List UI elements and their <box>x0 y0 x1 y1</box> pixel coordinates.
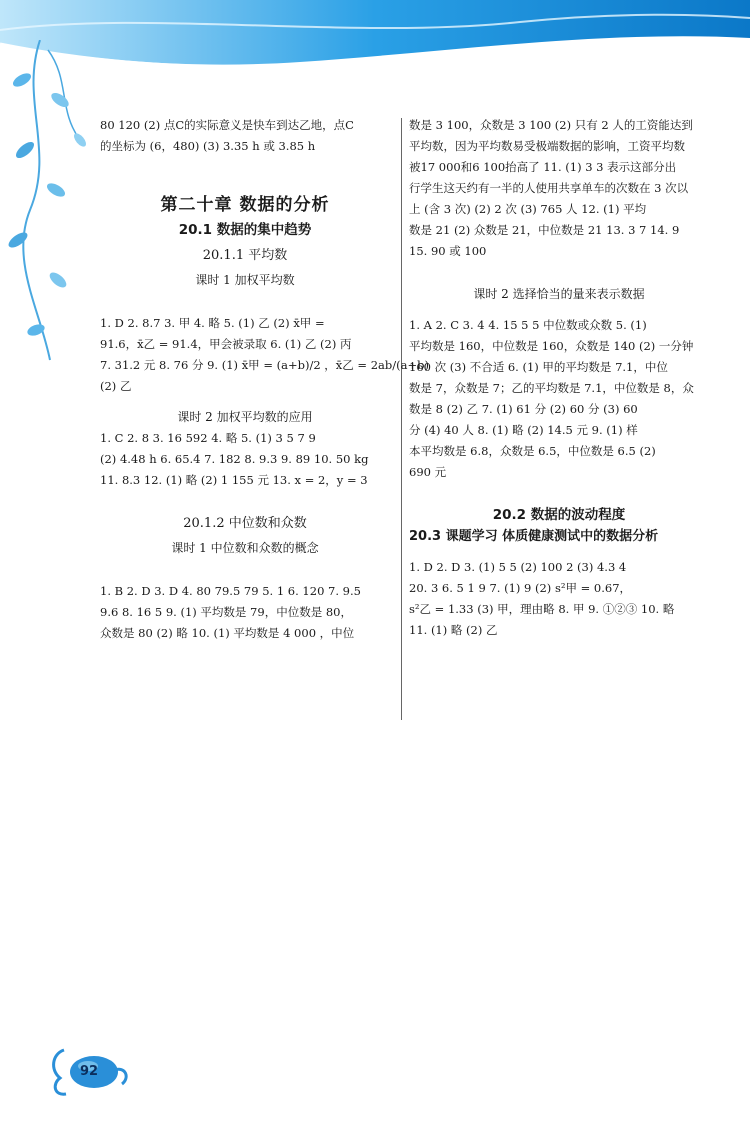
answer-line: 数是 7，众数是 7；乙的平均数是 7.1，中位数是 8，众 <box>409 381 694 395</box>
text-line: 的坐标为 (6，480) (3) 3.35 h 或 3.85 h <box>100 139 316 153</box>
answer-line: 15. 90 或 100 <box>409 244 487 258</box>
answer-line: 数是 21 (2) 众数是 21，中位数是 21 13. 3 7 14. 9 <box>409 223 680 237</box>
subsection-title: 20.1.1 平均数 <box>202 248 288 263</box>
answer-line: 1. C 2. 8 3. 16 592 4. 略 5. (1) 3 5 7 9 <box>100 431 316 445</box>
answer-line: (2) 4.48 h 6. 65.4 7. 182 8. 9.3 9. 89 10. 50 kg <box>100 452 369 466</box>
lesson-title: 课时 1 加权平均数 <box>195 273 295 287</box>
answer-line: 平均数是 160，中位数是 160，众数是 140 (2) 一分钟 <box>409 339 694 353</box>
answer-line: s²乙 = 1.33 (3) 甲，理由略 8. 甲 9. ①②③ 10. 略 <box>409 602 675 616</box>
answer-line: 690 元 <box>409 465 447 479</box>
vine-decoration <box>0 40 110 370</box>
answer-line: 被17 000和6 100抬高了 11. (1) 3 3 表示这部分出 <box>409 160 677 174</box>
answer-line: 9.6 8. 16 5 9. (1) 平均数是 79，中位数是 80， <box>100 605 352 619</box>
answer-line: 1. B 2. D 3. D 4. 80 79.5 79 5. 1 6. 120 7. 9.5 <box>100 584 361 598</box>
lesson-title: 课时 2 选择恰当的量来表示数据 <box>473 287 645 301</box>
section-title: 20.1 数据的集中趋势 <box>178 222 312 238</box>
answer-line: (2) 乙 <box>100 379 132 393</box>
section-title: 20.3 课题学习 体质健康测试中的数据分析 <box>409 529 659 544</box>
column-divider <box>401 118 402 720</box>
text-line: 80 120 (2) 点C的实际意义是快车到达乙地，点C <box>100 118 354 132</box>
answer-line: 众数是 80 (2) 略 10. (1) 平均数是 4 000 ，中位 <box>100 626 355 640</box>
answer-line: 11. (1) 略 (2) 乙 <box>409 623 498 637</box>
answer-line: 11. 8.3 12. (1) 略 (2) 1 155 元 13. x = 2，y = 3 <box>100 473 368 487</box>
answer-line: 平均数，因为平均数易受极端数据的影响，工资平均数 <box>409 139 685 153</box>
answer-line: 160 次 (3) 不合适 6. (1) 甲的平均数是 7.1，中位 <box>409 360 668 374</box>
answer-line: 行学生这天约有一半的人使用共享单车的次数在 3 次以 <box>409 181 689 195</box>
page-number: 92 <box>80 1064 99 1079</box>
subsection-title: 20.1.2 中位数和众数 <box>183 516 307 531</box>
answer-line: 7. 31.2 元 8. 76 分 9. (1) x̄甲 = (a+b)/2 ，x̄乙 = 2ab/(a+b) <box>100 358 429 372</box>
answer-line: 1. D 2. D 3. (1) 5 5 (2) 100 2 (3) 4.3 4 <box>409 560 627 574</box>
right-column <box>409 115 709 641</box>
answer-line: 上 (含 3 次) (2) 2 次 (3) 765 人 12. (1) 平均 <box>409 202 647 216</box>
answer-line: 数是 3 100，众数是 3 100 (2) 只有 2 人的工资能达到 <box>409 118 693 132</box>
answer-line: 91.6，x̄乙 = 91.4，甲会被录取 6. (1) 乙 (2) 丙 <box>100 337 352 351</box>
lesson-title: 课时 2 加权平均数的应用 <box>177 410 313 424</box>
answer-line: 分 (4) 40 人 8. (1) 略 (2) 14.5 元 9. (1) 样 <box>409 423 638 437</box>
answer-line: 本平均数是 6.8，众数是 6.5，中位数是 6.5 (2) <box>409 444 656 458</box>
answer-line: 数是 8 (2) 乙 7. (1) 61 分 (2) 60 分 (3) 60 <box>409 402 638 416</box>
section-title: 20.2 数据的波动程度 <box>492 507 626 523</box>
answer-line: 20. 3 6. 5 1 9 7. (1) 9 (2) s²甲 = 0.67， <box>409 581 632 595</box>
answer-line: 1. D 2. 8.7 3. 甲 4. 略 5. (1) 乙 (2) x̄甲 = <box>100 316 325 330</box>
chapter-title: 第二十章 数据的分析 <box>160 195 330 215</box>
header-wave-banner <box>0 0 750 80</box>
lesson-title: 课时 1 中位数和众数的概念 <box>171 541 319 555</box>
answer-line: 1. A 2. C 3. 4 4. 15 5 5 中位数或众数 5. (1) <box>409 318 647 332</box>
